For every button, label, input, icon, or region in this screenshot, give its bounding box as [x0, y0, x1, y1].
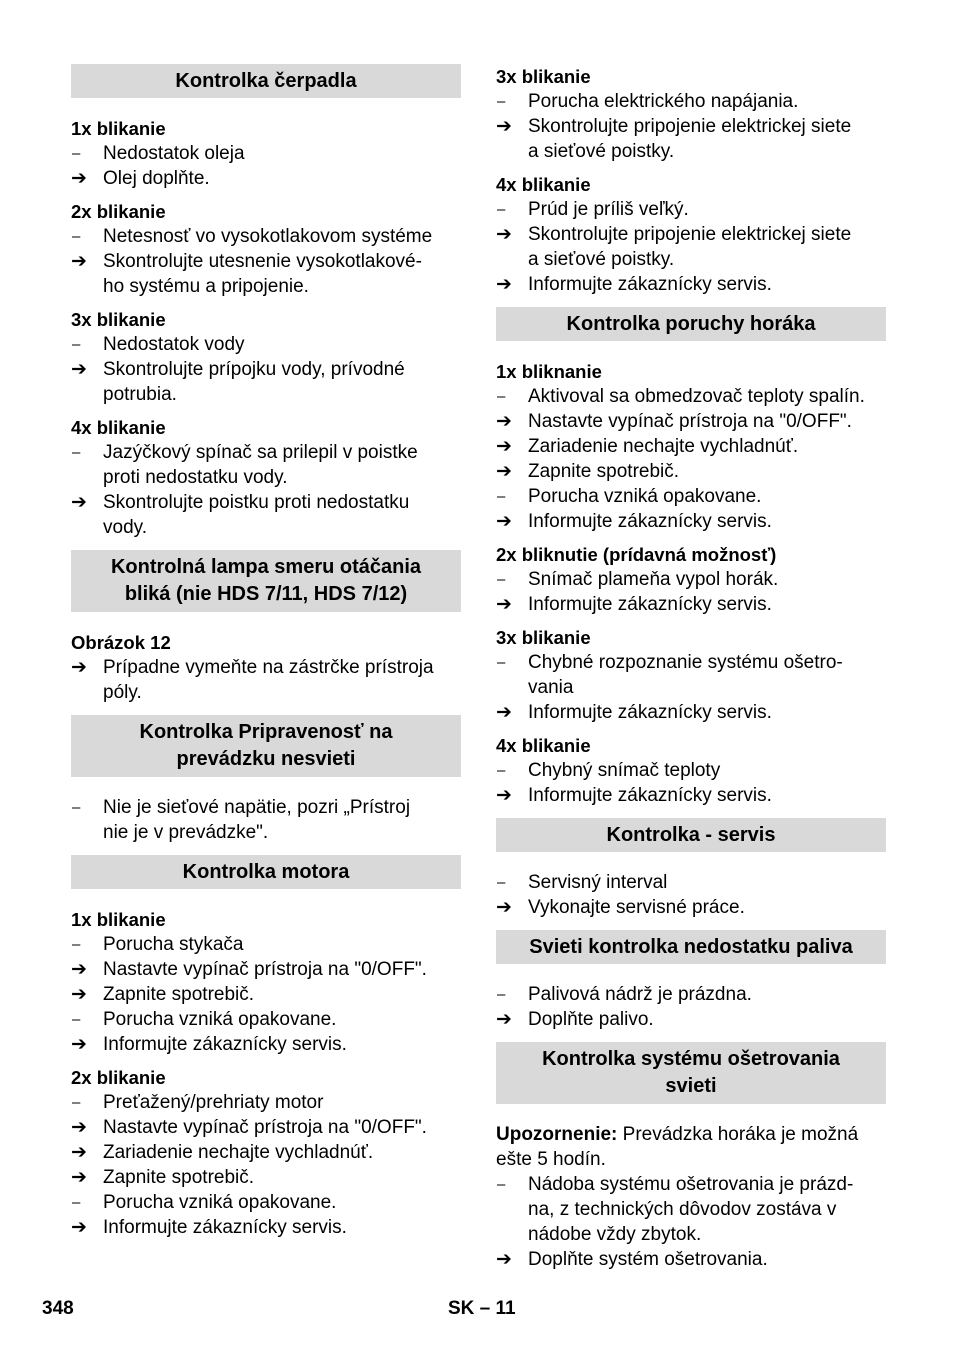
arrow-right-icon: ➔: [496, 411, 512, 432]
action-item: [496, 700, 886, 725]
dash-icon: –: [72, 936, 81, 953]
dash-icon: –: [497, 654, 506, 671]
list-item-text: Palivová nádrž je prázdna.: [528, 984, 752, 1005]
subheading: 4x blikanie: [496, 735, 591, 756]
cause-item: [496, 650, 886, 700]
list-item-text: Zariadenie nechajte vychladnúť.: [103, 1142, 374, 1163]
list-item-text: Nastavte vypínač prístroja na "0/OFF".: [103, 1117, 427, 1138]
subheading: 2x bliknutie (prídavná možnosť): [496, 544, 777, 565]
section-heading: Kontrolka motora: [71, 855, 461, 889]
arrow-right-icon: ➔: [496, 702, 512, 723]
cause-item: [496, 1172, 886, 1247]
action-item: [496, 592, 886, 617]
action-item: [71, 249, 461, 299]
arrow-right-icon: ➔: [496, 224, 512, 245]
list-item-text: Skontrolujte prípojku vody, prívodné potrubia.: [103, 359, 405, 405]
arrow-right-icon: ➔: [496, 897, 512, 918]
section-heading: Kontrolka Pripravenosť na prevádzku nesvieti: [71, 715, 461, 777]
action-item: [71, 166, 461, 191]
list-item-text: Informujte zákaznícky servis.: [528, 511, 772, 532]
subheading: 4x blikanie: [496, 174, 591, 195]
subheading: 3x blikanie: [71, 309, 166, 330]
action-item: [496, 459, 886, 484]
section-heading: Kontrolka poruchy horáka: [496, 307, 886, 341]
left-column: [71, 64, 461, 1240]
dash-icon: –: [497, 93, 506, 110]
list-item-text: Chybné rozpoznanie systému ošetro- vania: [528, 652, 843, 698]
note-paragraph: [496, 1122, 886, 1172]
section-heading: Kontrolka - servis: [496, 818, 886, 852]
arrow-right-icon: ➔: [71, 1217, 87, 1238]
dash-icon: –: [72, 1011, 81, 1028]
arrow-right-icon: ➔: [496, 1249, 512, 1270]
action-item: [496, 1247, 886, 1272]
cause-item: [71, 1007, 461, 1032]
list-item-text: Skontrolujte poistku proti nedostatku vody.: [103, 492, 410, 538]
list-item-text: Informujte zákaznícky servis.: [528, 274, 772, 295]
dash-icon: –: [497, 201, 506, 218]
section-heading: Kontrolka systému ošetrovania svieti: [496, 1042, 886, 1104]
list-item-text: Nie je sieťové napätie, pozri „Prístroj nie je v prevádzke".: [103, 797, 411, 843]
cause-item: [496, 870, 886, 895]
cause-item: [71, 332, 461, 357]
section-heading: Kontrolná lampa smeru otáčania bliká (nie HDS 7/11, HDS 7/12): [71, 550, 461, 612]
arrow-right-icon: ➔: [71, 168, 87, 189]
action-item: [496, 272, 886, 297]
cause-item: [496, 197, 886, 222]
list-item-text: Informujte zákaznícky servis.: [528, 702, 772, 723]
cause-item: [71, 1190, 461, 1215]
action-item: [71, 357, 461, 407]
arrow-right-icon: ➔: [496, 594, 512, 615]
list-item-text: Informujte zákaznícky servis.: [528, 594, 772, 615]
list-item-text: Chybný snímač teploty: [528, 760, 721, 781]
arrow-right-icon: ➔: [496, 1009, 512, 1030]
list-item-text: Porucha vzniká opakovane.: [528, 486, 762, 507]
list-item-text: Porucha vzniká opakovane.: [103, 1192, 337, 1213]
arrow-right-icon: ➔: [71, 1167, 87, 1188]
arrow-right-icon: ➔: [71, 959, 87, 980]
list-item-text: Olej doplňte.: [103, 168, 210, 189]
subheading: 2x blikanie: [71, 1067, 166, 1088]
subheading: 2x blikanie: [71, 201, 166, 222]
list-item-text: Prípadne vymeňte na zástrčke prístroja póly.: [103, 657, 434, 703]
action-item: [71, 655, 461, 705]
arrow-right-icon: ➔: [71, 251, 87, 272]
list-item-text: Nastavte vypínač prístroja na "0/OFF".: [528, 411, 852, 432]
cause-item: [71, 440, 461, 490]
arrow-right-icon: ➔: [496, 274, 512, 295]
cause-item: [496, 758, 886, 783]
action-item: [71, 957, 461, 982]
arrow-right-icon: ➔: [71, 359, 87, 380]
action-item: [71, 490, 461, 540]
list-item-text: Porucha stykača: [103, 934, 244, 955]
action-item: [496, 1007, 886, 1032]
arrow-right-icon: ➔: [496, 436, 512, 457]
dash-icon: –: [72, 799, 81, 816]
action-item: [71, 1165, 461, 1190]
cause-item: [71, 795, 461, 845]
action-item: [496, 409, 886, 434]
list-item-text: Skontrolujte utesnenie vysokotlakové- ho systému a pripojenie.: [103, 251, 422, 297]
arrow-right-icon: ➔: [71, 1142, 87, 1163]
action-item: [496, 434, 886, 459]
list-item-text: Nedostatok oleja: [103, 143, 245, 164]
list-item-text: Vykonajte servisné práce.: [528, 897, 745, 918]
list-item-text: Porucha vzniká opakovane.: [103, 1009, 337, 1030]
dash-icon: –: [497, 388, 506, 405]
cause-item: [71, 224, 461, 249]
subheading: 3x blikanie: [496, 66, 591, 87]
list-item-text: Informujte zákaznícky servis.: [103, 1217, 347, 1238]
action-item: [496, 783, 886, 808]
arrow-right-icon: ➔: [496, 116, 512, 137]
dash-icon: –: [497, 874, 506, 891]
cause-item: [71, 1090, 461, 1115]
dash-icon: –: [72, 228, 81, 245]
section-heading: Kontrolka čerpadla: [71, 64, 461, 98]
action-item: [71, 1032, 461, 1057]
list-item-text: Zapnite spotrebič.: [103, 1167, 255, 1188]
dash-icon: –: [72, 444, 81, 461]
cause-item: [496, 567, 886, 592]
list-item-text: Nastavte vypínač prístroja na "0/OFF".: [103, 959, 427, 980]
cause-item: [496, 982, 886, 1007]
arrow-right-icon: ➔: [71, 657, 87, 678]
dash-icon: –: [72, 1194, 81, 1211]
list-item-text: Nádoba systému ošetrovania je prázd- na, z technických dôvodov zostáva v nádobe vždy zbytok.: [528, 1174, 854, 1245]
arrow-right-icon: ➔: [71, 492, 87, 513]
cause-item: [71, 141, 461, 166]
note-label: Upozornenie:: [496, 1124, 618, 1145]
action-item: [496, 895, 886, 920]
list-item-text: Zariadenie nechajte vychladnúť.: [528, 436, 799, 457]
list-item-text: Aktivoval sa obmedzovač teploty spalín.: [528, 386, 865, 407]
dash-icon: –: [497, 1176, 506, 1193]
subheading: 1x blikanie: [71, 118, 166, 139]
list-item-text: Doplňte systém ošetrovania.: [528, 1249, 768, 1270]
page-label: SK – 11: [448, 1298, 516, 1319]
subheading: 1x blikanie: [71, 909, 166, 930]
arrow-right-icon: ➔: [71, 1034, 87, 1055]
action-item: [71, 982, 461, 1007]
arrow-right-icon: ➔: [496, 461, 512, 482]
list-item-text: Zapnite spotrebič.: [103, 984, 255, 1005]
cause-item: [496, 89, 886, 114]
subheading: 4x blikanie: [71, 417, 166, 438]
action-item: [496, 114, 886, 164]
list-item-text: Netesnosť vo vysokotlakovom systéme: [103, 226, 433, 247]
list-item-text: Skontrolujte pripojenie elektrickej siete a sieťové poistky.: [528, 224, 852, 270]
section-heading: Svieti kontrolka nedostatku paliva: [496, 930, 886, 964]
cause-item: [71, 932, 461, 957]
page-number: 348: [42, 1298, 74, 1319]
arrow-right-icon: ➔: [71, 984, 87, 1005]
list-item-text: Servisný interval: [528, 872, 668, 893]
action-item: [496, 509, 886, 534]
arrow-right-icon: ➔: [496, 785, 512, 806]
arrow-right-icon: ➔: [71, 1117, 87, 1138]
action-item: [496, 222, 886, 272]
action-item: [71, 1115, 461, 1140]
dash-icon: –: [497, 762, 506, 779]
list-item-text: Informujte zákaznícky servis.: [103, 1034, 347, 1055]
list-item-text: Doplňte palivo.: [528, 1009, 654, 1030]
dash-icon: –: [497, 488, 506, 505]
dash-icon: –: [497, 986, 506, 1003]
dash-icon: –: [72, 1094, 81, 1111]
cause-item: [496, 484, 886, 509]
list-item-text: Skontrolujte pripojenie elektrickej siete a sieťové poistky.: [528, 116, 852, 162]
list-item-text: Snímač plameňa vypol horák.: [528, 569, 779, 590]
list-item-text: Prúd je príliš veľký.: [528, 199, 689, 220]
action-item: [71, 1215, 461, 1240]
subheading: 3x blikanie: [496, 627, 591, 648]
cause-item: [496, 384, 886, 409]
right-column: [496, 64, 886, 1272]
subheading: 1x bliknanie: [496, 361, 602, 382]
dash-icon: –: [497, 571, 506, 588]
list-item-text: Jazýčkový spínač sa prilepil v poistke proti nedostatku vody.: [103, 442, 418, 488]
list-item-text: Zapnite spotrebič.: [528, 461, 680, 482]
action-item: [71, 1140, 461, 1165]
subheading: Obrázok 12: [71, 632, 171, 653]
list-item-text: Porucha elektrického napájania.: [528, 91, 799, 112]
dash-icon: –: [72, 336, 81, 353]
dash-icon: –: [72, 145, 81, 162]
list-item-text: Informujte zákaznícky servis.: [528, 785, 772, 806]
note-text: Prevádzka horáka je možná ešte 5 hodín.: [496, 1124, 859, 1170]
arrow-right-icon: ➔: [496, 511, 512, 532]
list-item-text: Nedostatok vody: [103, 334, 245, 355]
list-item-text: Preťažený/prehriaty motor: [103, 1092, 324, 1113]
